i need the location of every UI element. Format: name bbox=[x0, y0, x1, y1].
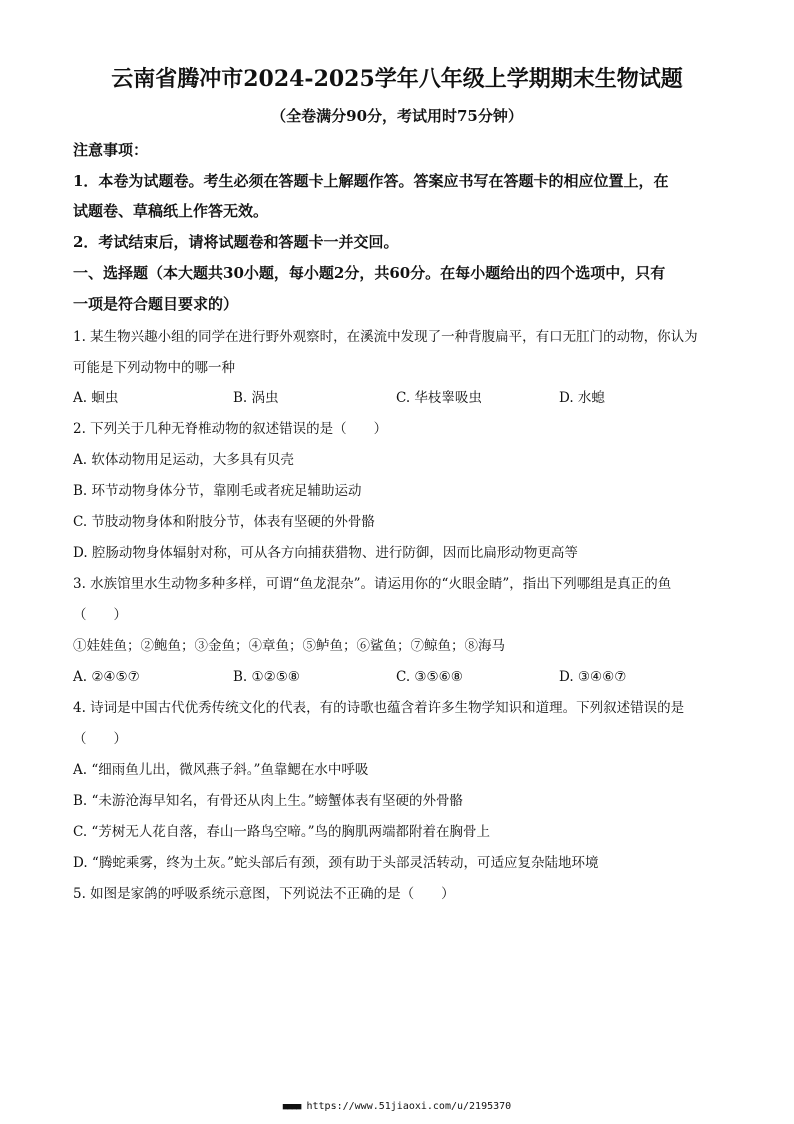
question-1-options bbox=[73, 387, 733, 409]
question-4-stem-line-2: （ ） bbox=[73, 731, 127, 747]
option: C. ③⑤⑥⑧ bbox=[396, 669, 463, 685]
option: B. ①②⑤⑧ bbox=[233, 669, 300, 685]
section-heading-line-2: 一项是符合题目要求的） bbox=[73, 295, 239, 313]
option: A. ②④⑤⑦ bbox=[73, 669, 140, 685]
question-2-option-a: A. 软体动物用足运动，大多具有贝壳 bbox=[73, 452, 294, 468]
notice-item-1-line-2: 试题卷、草稿纸上作答无效。 bbox=[73, 202, 269, 220]
option: D. 水螅 bbox=[559, 390, 605, 406]
option: A. 蛔虫 bbox=[73, 390, 119, 406]
footer bbox=[0, 1100, 794, 1114]
question-3-items: ①娃娃鱼；②鲍鱼；③金鱼；④章鱼；⑤鲈鱼；⑥鲨鱼；⑦鲸鱼；⑧海马 bbox=[73, 638, 505, 654]
footer-url[interactable]: https://www.51jiaoxi.com/u/2195370 bbox=[306, 1101, 512, 1112]
watermark-mark: ■■■■ bbox=[282, 1102, 301, 1112]
section-heading-line-1: 一、选择题（本大题共30小题，每小题2分，共60分。在每小题给出的四个选项中，只有 bbox=[73, 264, 666, 282]
notice-item-2: 2．考试结束后，请将试题卷和答题卡一并交回。 bbox=[73, 233, 399, 251]
question-2-option-d: D. 腔肠动物身体辐射对称，可从各方向捕获猎物、进行防御，因而比扁形动物更高等 bbox=[73, 545, 578, 561]
question-3-stem-line-2: （ ） bbox=[73, 607, 127, 623]
question-1-stem-line-2: 可能是下列动物中的哪一种 bbox=[73, 360, 235, 376]
question-4-option-d: D. “腾蛇乘雾，终为土灰。”蛇头部后有颈，颈有助于头部灵活转动，可适应复杂陆地环境 bbox=[73, 855, 599, 871]
question-4-option-c: C. “芳树无人花自落，春山一路鸟空啼。”鸟的胸肌两端都附着在胸骨上 bbox=[73, 824, 490, 840]
question-3-stem-line-1: 3. 水族馆里水生动物多种多样，可谓“鱼龙混杂”。请运用你的“火眼金睛”，指出下列哪组是真正的鱼 bbox=[73, 576, 672, 592]
question-2-stem: 2. 下列关于几种无脊椎动物的叙述错误的是（ ） bbox=[73, 421, 388, 437]
option: C. 华枝睾吸虫 bbox=[396, 390, 482, 406]
question-4-stem-line-1: 4. 诗词是中国古代优秀传统文化的代表，有的诗歌也蕴含着许多生物学知识和道理。下列叙述错误的是 bbox=[73, 700, 685, 716]
question-2-option-b: B. 环节动物身体分节，靠刚毛或者疣足辅助运动 bbox=[73, 483, 362, 499]
option: B. 涡虫 bbox=[233, 390, 279, 406]
question-5-stem: 5. 如图是家鸽的呼吸系统示意图，下列说法不正确的是（ ） bbox=[73, 886, 455, 902]
question-3-options bbox=[73, 666, 733, 688]
page-title: 云南省腾冲市2024-2025学年八年级上学期期末生物试题 bbox=[111, 66, 683, 92]
question-4-option-b: B. “未游沧海早知名，有骨还从肉上生。”螃蟹体表有坚硬的外骨骼 bbox=[73, 793, 464, 809]
question-1-stem-line-1: 1. 某生物兴趣小组的同学在进行野外观察时，在溪流中发现了一种背腹扁平，有口无肛门的动物，你认为 bbox=[73, 329, 698, 345]
notice-item-1-line-1: 1．本卷为试题卷。考生必须在答题卡上解题作答。答案应书写在答题卡的相应位置上，在 bbox=[73, 172, 669, 190]
question-2-option-c: C. 节肢动物身体和附肢分节，体表有坚硬的外骨骼 bbox=[73, 514, 375, 530]
notice-heading: 注意事项： bbox=[73, 141, 149, 159]
option: D. ③④⑥⑦ bbox=[559, 669, 627, 685]
page-subtitle: （全卷满分90分，考试用时75分钟） bbox=[271, 107, 523, 125]
question-4-option-a: A. “细雨鱼儿出，微风燕子斜。”鱼靠鳃在水中呼吸 bbox=[73, 762, 369, 778]
